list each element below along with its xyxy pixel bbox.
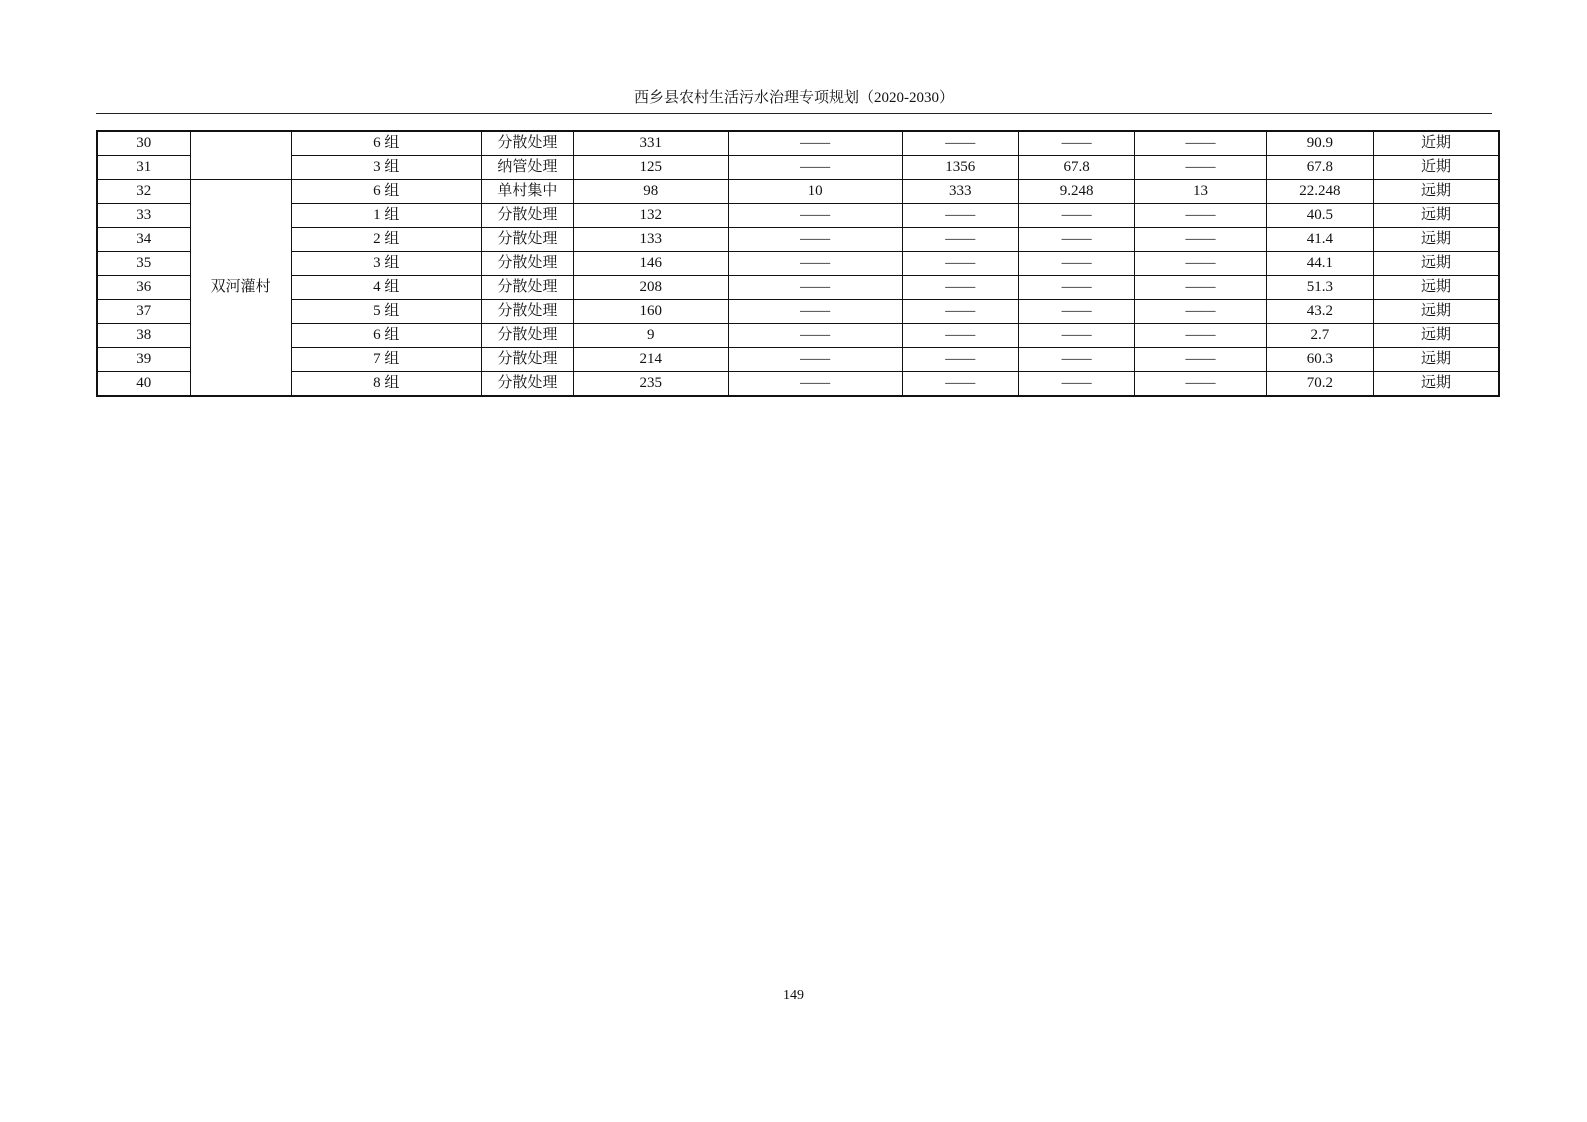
cell-method: 分散处理 [481, 228, 573, 252]
cell-no: 31 [97, 156, 190, 180]
page-number: 149 [783, 988, 804, 1003]
cell-c6: —— [902, 204, 1018, 228]
header-divider [96, 113, 1492, 114]
cell-no: 39 [97, 348, 190, 372]
cell-c8: —— [1135, 276, 1267, 300]
cell-c6: —— [902, 131, 1018, 156]
cell-c5: —— [728, 372, 902, 397]
cell-c5: —— [728, 348, 902, 372]
cell-c4: 125 [573, 156, 728, 180]
cell-c7: —— [1018, 372, 1134, 397]
cell-c4: 146 [573, 252, 728, 276]
cell-c7: 9.248 [1018, 180, 1134, 204]
cell-no: 38 [97, 324, 190, 348]
cell-c5: —— [728, 131, 902, 156]
cell-c7: —— [1018, 276, 1134, 300]
cell-c6: —— [902, 372, 1018, 397]
table-row [97, 300, 1499, 324]
cell-method: 分散处理 [481, 300, 573, 324]
cell-c9: 67.8 [1266, 156, 1373, 180]
cell-period: 远期 [1373, 300, 1499, 324]
cell-c8: —— [1135, 324, 1267, 348]
cell-group: 3 组 [291, 252, 481, 276]
cell-method: 分散处理 [481, 204, 573, 228]
cell-c9: 51.3 [1266, 276, 1373, 300]
cell-c5: —— [728, 228, 902, 252]
cell-period: 远期 [1373, 276, 1499, 300]
cell-no: 30 [97, 131, 190, 156]
cell-no: 32 [97, 180, 190, 204]
cell-c8: —— [1135, 348, 1267, 372]
cell-method: 分散处理 [481, 252, 573, 276]
cell-c7: —— [1018, 204, 1134, 228]
cell-group: 5 组 [291, 300, 481, 324]
cell-c6: 333 [902, 180, 1018, 204]
cell-village: 双河灌村 [190, 180, 291, 397]
cell-group: 6 组 [291, 324, 481, 348]
cell-c8: —— [1135, 372, 1267, 397]
cell-no: 34 [97, 228, 190, 252]
sewage-treatment-table [96, 130, 1500, 397]
cell-c4: 214 [573, 348, 728, 372]
cell-no: 37 [97, 300, 190, 324]
table-row [97, 276, 1499, 300]
cell-c9: 70.2 [1266, 372, 1373, 397]
table-row [97, 204, 1499, 228]
table-row [97, 324, 1499, 348]
cell-period: 近期 [1373, 131, 1499, 156]
cell-group: 7 组 [291, 348, 481, 372]
cell-c4: 208 [573, 276, 728, 300]
cell-c9: 22.248 [1266, 180, 1373, 204]
cell-c9: 44.1 [1266, 252, 1373, 276]
cell-group: 1 组 [291, 204, 481, 228]
cell-c8: —— [1135, 204, 1267, 228]
cell-village-empty [190, 131, 291, 180]
cell-period: 远期 [1373, 348, 1499, 372]
cell-group: 2 组 [291, 228, 481, 252]
table-row [97, 252, 1499, 276]
cell-c6: —— [902, 252, 1018, 276]
cell-period: 远期 [1373, 204, 1499, 228]
cell-c6: —— [902, 348, 1018, 372]
cell-c5: —— [728, 276, 902, 300]
table-row [97, 180, 1499, 204]
cell-method: 单村集中 [481, 180, 573, 204]
table-row [97, 348, 1499, 372]
cell-c5: 10 [728, 180, 902, 204]
cell-c8: —— [1135, 228, 1267, 252]
cell-method: 纳管处理 [481, 156, 573, 180]
cell-c5: —— [728, 324, 902, 348]
cell-method: 分散处理 [481, 348, 573, 372]
cell-c8: —— [1135, 156, 1267, 180]
cell-period: 近期 [1373, 156, 1499, 180]
table-row [97, 228, 1499, 252]
cell-c6: —— [902, 300, 1018, 324]
table-row [97, 372, 1499, 397]
cell-c4: 331 [573, 131, 728, 156]
cell-c4: 160 [573, 300, 728, 324]
table-row [97, 131, 1499, 156]
cell-c7: —— [1018, 228, 1134, 252]
cell-c9: 41.4 [1266, 228, 1373, 252]
cell-no: 33 [97, 204, 190, 228]
cell-c8: —— [1135, 131, 1267, 156]
cell-c5: —— [728, 204, 902, 228]
cell-method: 分散处理 [481, 131, 573, 156]
cell-c7: —— [1018, 252, 1134, 276]
cell-c9: 2.7 [1266, 324, 1373, 348]
cell-period: 远期 [1373, 228, 1499, 252]
cell-c4: 133 [573, 228, 728, 252]
cell-c4: 98 [573, 180, 728, 204]
cell-c8: —— [1135, 300, 1267, 324]
cell-c7: —— [1018, 348, 1134, 372]
cell-c9: 43.2 [1266, 300, 1373, 324]
cell-no: 35 [97, 252, 190, 276]
table-row [97, 156, 1499, 180]
cell-c7: —— [1018, 324, 1134, 348]
cell-period: 远期 [1373, 252, 1499, 276]
page-header-title: 西乡县农村生活污水治理专项规划（2020-2030） [634, 90, 954, 106]
cell-no: 40 [97, 372, 190, 397]
cell-period: 远期 [1373, 180, 1499, 204]
cell-c8: —— [1135, 252, 1267, 276]
cell-c8: 13 [1135, 180, 1267, 204]
cell-group: 4 组 [291, 276, 481, 300]
cell-c4: 9 [573, 324, 728, 348]
cell-c6: 1356 [902, 156, 1018, 180]
cell-group: 3 组 [291, 156, 481, 180]
cell-period: 远期 [1373, 372, 1499, 397]
cell-group: 8 组 [291, 372, 481, 397]
cell-c6: —— [902, 324, 1018, 348]
cell-c7: 67.8 [1018, 156, 1134, 180]
cell-c9: 90.9 [1266, 131, 1373, 156]
cell-period: 远期 [1373, 324, 1499, 348]
cell-c6: —— [902, 228, 1018, 252]
cell-c4: 235 [573, 372, 728, 397]
cell-c7: —— [1018, 300, 1134, 324]
cell-c7: —— [1018, 131, 1134, 156]
cell-c6: —— [902, 276, 1018, 300]
cell-group: 6 组 [291, 131, 481, 156]
cell-c4: 132 [573, 204, 728, 228]
cell-c5: —— [728, 300, 902, 324]
cell-group: 6 组 [291, 180, 481, 204]
cell-method: 分散处理 [481, 324, 573, 348]
cell-method: 分散处理 [481, 276, 573, 300]
cell-c5: —— [728, 252, 902, 276]
cell-c9: 40.5 [1266, 204, 1373, 228]
cell-method: 分散处理 [481, 372, 573, 397]
cell-c9: 60.3 [1266, 348, 1373, 372]
cell-no: 36 [97, 276, 190, 300]
cell-c5: —— [728, 156, 902, 180]
